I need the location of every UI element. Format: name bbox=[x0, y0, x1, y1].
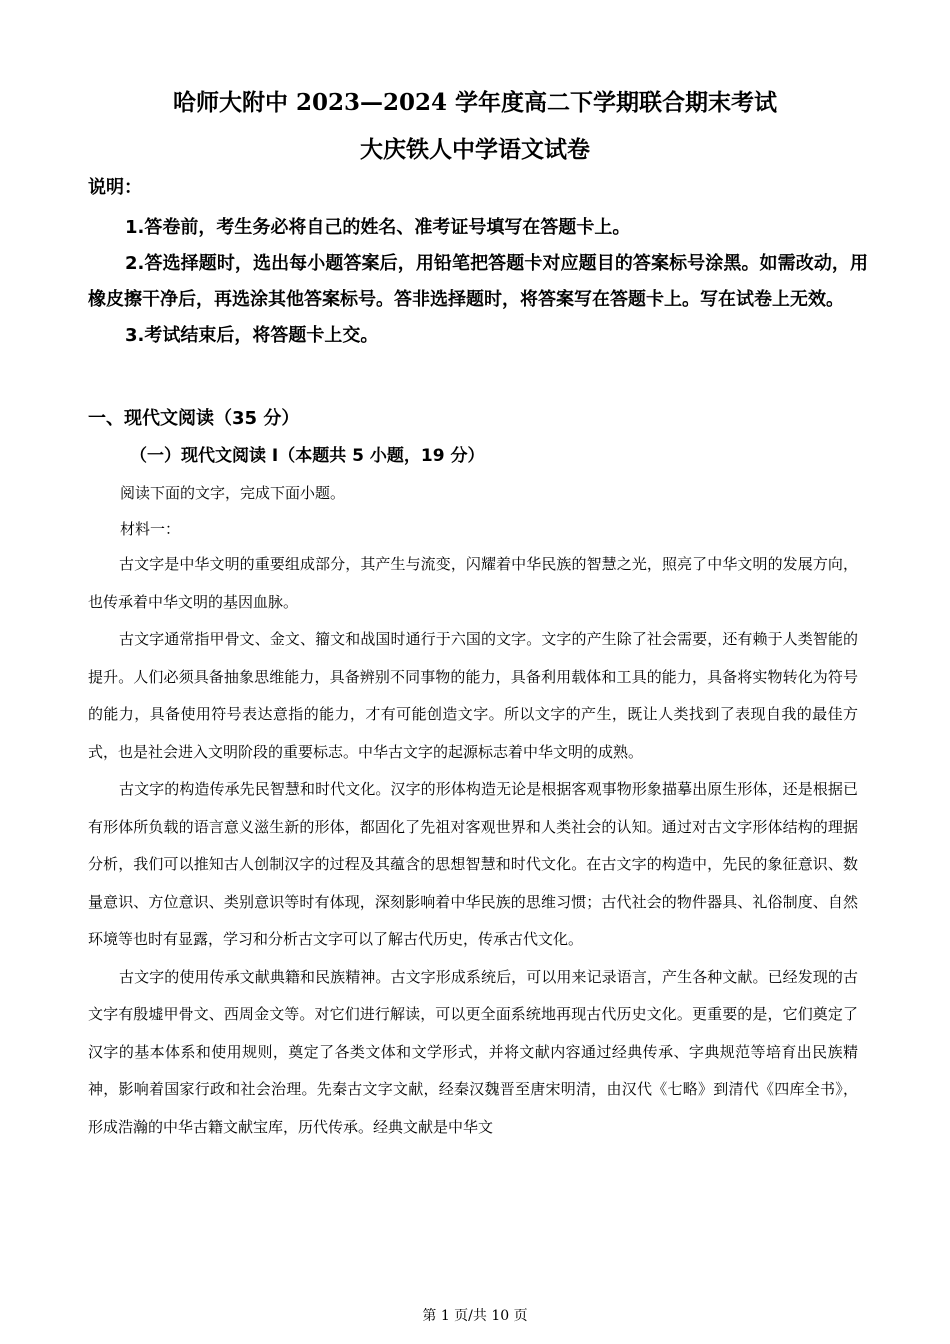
exam-subtitle: 大庆铁人中学语文试卷 bbox=[360, 136, 590, 163]
reading-prompt: 阅读下面的文字，完成下面小题。 bbox=[120, 484, 346, 502]
passage-paragraph: 古文字的构造传承先民智慧和时代文化。汉字的形体构造无论是根据客观事物形象描摹出原生形体，还是根据已有形体所负载的语言意义滋生新的形体，都固化了先祖对客观世界和人类社会的认知。通过对古文字形体结构的理据分析，我们可以推知古人创制汉字的过程及其蕴含的思想智慧和时代文化。在古文字的构造中，先民的象征意识、数量意识、方位意识、类别意识等时有体现，深刻影响着中华民族的思维习惯；古代社会的物件器具、礼俗制度、自然环境等也时有显露，学习和分析古文字可以了解古代历史，传承古代文化。 bbox=[88, 780, 858, 948]
material-label: 材料一： bbox=[120, 520, 181, 538]
passage-paragraph: 古文字是中华文明的重要组成部分，其产生与流变，闪耀着中华民族的智慧之光，照亮了中华文明的发展方向，也传承着中华文明的基因血脉。 bbox=[88, 555, 858, 611]
subsection-heading: （一）现代文阅读 I（本题共 5 小题，19 分） bbox=[130, 446, 485, 466]
instructions-label: 说明： bbox=[88, 177, 142, 198]
reading-passage bbox=[88, 546, 858, 1146]
passage-paragraph: 古文字通常指甲骨文、金文、籀文和战国时通行于六国的文字。文字的产生除了社会需要，还有赖于人类智能的提升。人们必须具备抽象思维能力，具备辨别不同事物的能力，具备利用载体和工具的能力，具备将实物转化为符号的能力，具备使用符号表达意指的能力，才有可能创造文字。所以文字的产生，既让人类找到了表现自我的最佳方式，也是社会进入文明阶段的重要标志。中华古文字的起源标志着中华文明的成熟。 bbox=[88, 630, 858, 761]
page-number: 第 1 页/共 10 页 bbox=[422, 1308, 528, 1324]
passage-paragraph: 古文字的使用传承文献典籍和民族精神。古文字形成系统后，可以用来记录语言，产生各种文献。已经发现的古文字有殷墟甲骨文、西周金文等。对它们进行解读，可以更全面系统地再现古代历史文化。更重要的是，它们奠定了汉字的基本体系和使用规则，奠定了各类文体和文学形式，并将文献内容通过经典传承、字典规范等培育出民族精神，影响着国家行政和社会治理。先秦古文字文献，经秦汉魏晋至唐宋明清，由汉代《七略》到清代《四库全书》，形成浩瀚的中华古籍文献宝库，历代传承。经典文献是中华文 bbox=[88, 967, 858, 1136]
instruction-item-3: 3.考试结束后，将答题卡上交。 bbox=[125, 325, 379, 346]
instructions bbox=[88, 170, 868, 354]
exam-title: 哈师大附中 2023—2024 学年度高二下学期联合期末考试 bbox=[172, 89, 778, 116]
section-heading: 一、现代文阅读（35 分） bbox=[88, 408, 300, 429]
instruction-item-2: 2.答选择题时，选出每小题答案后，用铅笔把答题卡对应题目的答案标号涂黑。如需改动，用橡皮擦干净后，再选涂其他答案标号。答非选择题时，将答案写在答题卡上。写在试卷上无效。 bbox=[88, 253, 868, 310]
instruction-item-1: 1.答卷前，考生务必将自己的姓名、准考证号填写在答题卡上。 bbox=[125, 217, 631, 238]
